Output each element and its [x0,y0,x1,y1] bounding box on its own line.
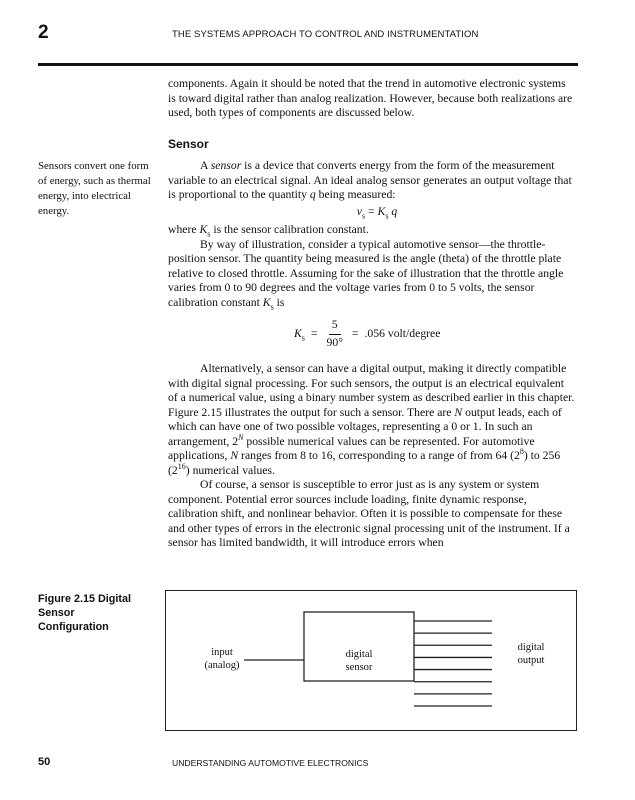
paragraph-sensor-errors: Of course, a sensor is susceptible to error just as is any system or system component. Potential error sources include loading, finite dynamic response, calibration shift, and nonlinear behavior. Often it is possible to compensate for these and other types of errors in the electronic signal processing unit of the instrument. If a sensor has limited bandwidth, it will introduce errors when [168,478,570,549]
output-leads [414,621,492,706]
intro-paragraph [168,77,576,121]
chapter-number: 2 [38,22,49,43]
fraction: $\frac{5}{90^\circ}$ [326,318,343,349]
paragraph-sensor-definition: A sensor is a device that converts energy from the form of the measurement variable to an electrical signal. An ideal analog sensor generates an output voltage that is proportional to the quantity q being measured: [168,159,572,201]
page-number: 50 [38,756,51,768]
figure-digital-sensor [165,590,577,731]
sensor-label: digital sensor [345,649,373,673]
running-head: THE SYSTEMS APPROACH TO CONTROL AND INSTRUMENTATION [172,29,479,40]
input-label: input (analog) [204,647,240,671]
equation-ks: $K_s$ = $\frac{5}{90^\circ}$ = .056 volt/degree [294,318,441,349]
intro-text: components. Again it should be noted that the trend in automotive electronic systems is toward digital rather than analog realization. However, because both realizations are used, both types of components are discussed below. [168,77,573,119]
book-title: UNDERSTANDING AUTOMOTIVE ELECTRONICS [172,758,369,768]
section-heading: Sensor [168,137,209,151]
paragraph-throttle-example: By way of illustration, consider a typical automotive sensor—the throttle-position sensor. The quantity being measured is the angle (theta) of the throttle plate relative to closed throttle. Assuming for the sake of illustration that the throttle angle varies from 0 to 90 degrees and the voltage varies from 0 to 5 volts, the sensor calibration constant $K_s$ is [168,237,564,311]
term-sensor: sensor [210,159,242,172]
paragraph-digital-output: Alternatively, a sensor can have a digital output, making it directly compatible with digital signal processing. For such sensors, the output is an electrical equivalent of a numerical value, using a binary number system as described earlier in this chapter. Figure 2.15 illustrates the output for such a sensor. There are N output leads, each of which can have one of two possible voltages, representing a 0 or 1. In such an arrangement, $2^N$ possible numerical values can be represented. For automotive applications, N ranges from 8 to 16, corresponding to a range of from 64 $(2^8)$ to 256 $(2^{16})$ numerical values. [168,362,575,477]
header-rule [38,63,578,66]
output-label: digital output [517,642,545,666]
margin-note: Sensors convert one form of energy, such as thermal energy, into electrical energy. [38,160,151,217]
equation-vs: $v_s = K_s$ q [356,204,398,220]
figure-caption: Figure 2.15 Digital Sensor Configuration [38,593,131,633]
where-line: where $K_s$ is the sensor calibration constant. [168,223,369,239]
body-text [168,159,576,551]
